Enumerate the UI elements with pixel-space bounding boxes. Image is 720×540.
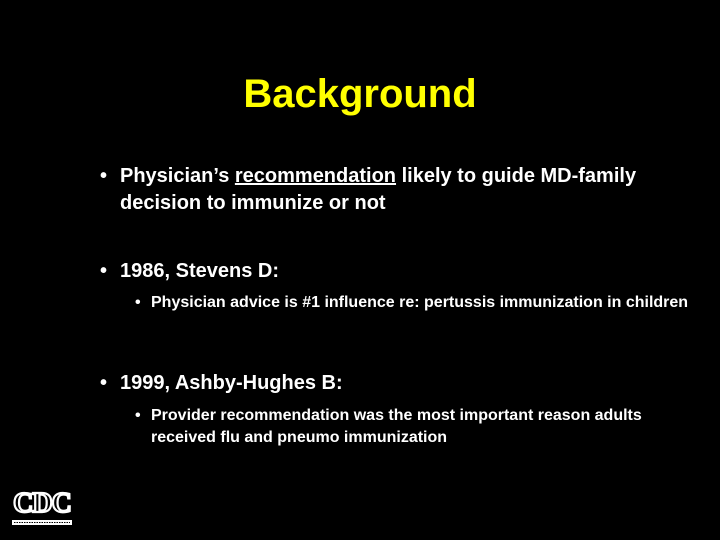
bullet-text-start: Physician’s <box>120 165 235 187</box>
sub-bullet-dot: • <box>135 407 141 424</box>
bullet-underlined-word: recommendation <box>234 165 397 187</box>
cdc-logo-icon <box>10 482 74 532</box>
sub-bullet-text: Provider recommendation was the most important reason adults received flu and pneumo immunization <box>151 407 642 446</box>
bullet-text <box>120 163 660 217</box>
bullet-text: 1999, Ashby-Hughes B: <box>120 372 343 394</box>
bullet-dot: • <box>100 372 108 394</box>
sub-bullet-text: Physician advice is #1 influence re: pertussis immunization in children <box>151 294 689 311</box>
bullet-text: 1986, Stevens D: <box>120 260 279 282</box>
cdc-logo-letters: CDC <box>13 488 71 519</box>
bullet-text-end: likely to guide MD-family decision to immunize or not <box>120 165 637 214</box>
bullet-dot: • <box>100 165 108 187</box>
bullet-dot: • <box>100 260 108 282</box>
sub-bullet-dot: • <box>135 294 141 311</box>
slide-title: Background <box>243 72 477 116</box>
